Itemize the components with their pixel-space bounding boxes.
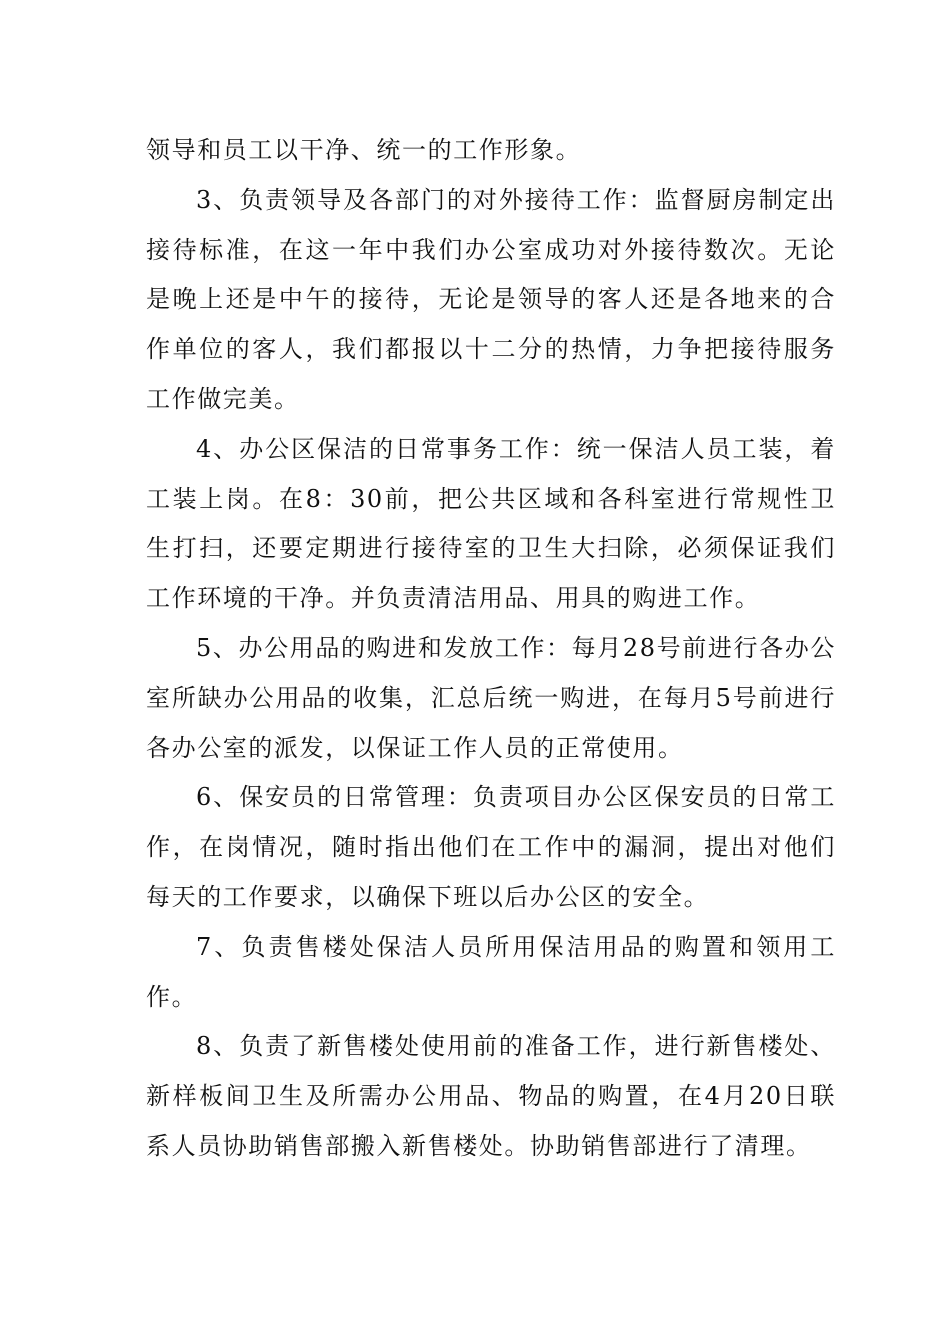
- paragraph-item-6: 6、保安员的日常管理：负责项目办公区保安员的日常工作，在岗情况，随时指出他们在工作中的漏洞，提出对他们每天的工作要求，以确保下班以后办公区的安全。: [146, 783, 836, 911]
- paragraph-item-8: 8、负责了新售楼处使用前的准备工作，进行新售楼处、新样板间卫生及所需办公用品、物品的购置，在4月20日联系人员协助销售部搬入新售楼处。协助销售部进行了清理。: [146, 1032, 836, 1160]
- paragraph-continuation: 领导和员工以干净、统一的工作形象。: [146, 136, 582, 164]
- paragraph-item-4: 4、办公区保洁的日常事务工作：统一保洁人员工装，着工装上岗。在8：30前，把公共区域和各科室进行常规性卫生打扫，还要定期进行接待室的卫生大扫除，必须保证我们工作环境的干净。并负责清洁用品、用具的购进工作。: [146, 434, 836, 613]
- paragraph-item-5: 5、办公用品的购进和发放工作：每月28号前进行各办公室所缺办公用品的收集，汇总后统一购进，在每月5号前进行各办公室的派发，以保证工作人员的正常使用。: [146, 633, 836, 762]
- paragraph-item-7: 7、负责售楼处保洁人员所用保洁用品的购置和领用工作。: [146, 932, 836, 1011]
- paragraph-item-3: 3、负责领导及各部门的对外接待工作：监督厨房制定出接待标准，在这一年中我们办公室成功对外接待数次。无论是晚上还是中午的接待，无论是领导的客人还是各地来的合作单位的客人，我们都报以十二分的热情，力争把接待服务工作做完美。: [146, 185, 836, 413]
- document-body: [146, 126, 836, 1172]
